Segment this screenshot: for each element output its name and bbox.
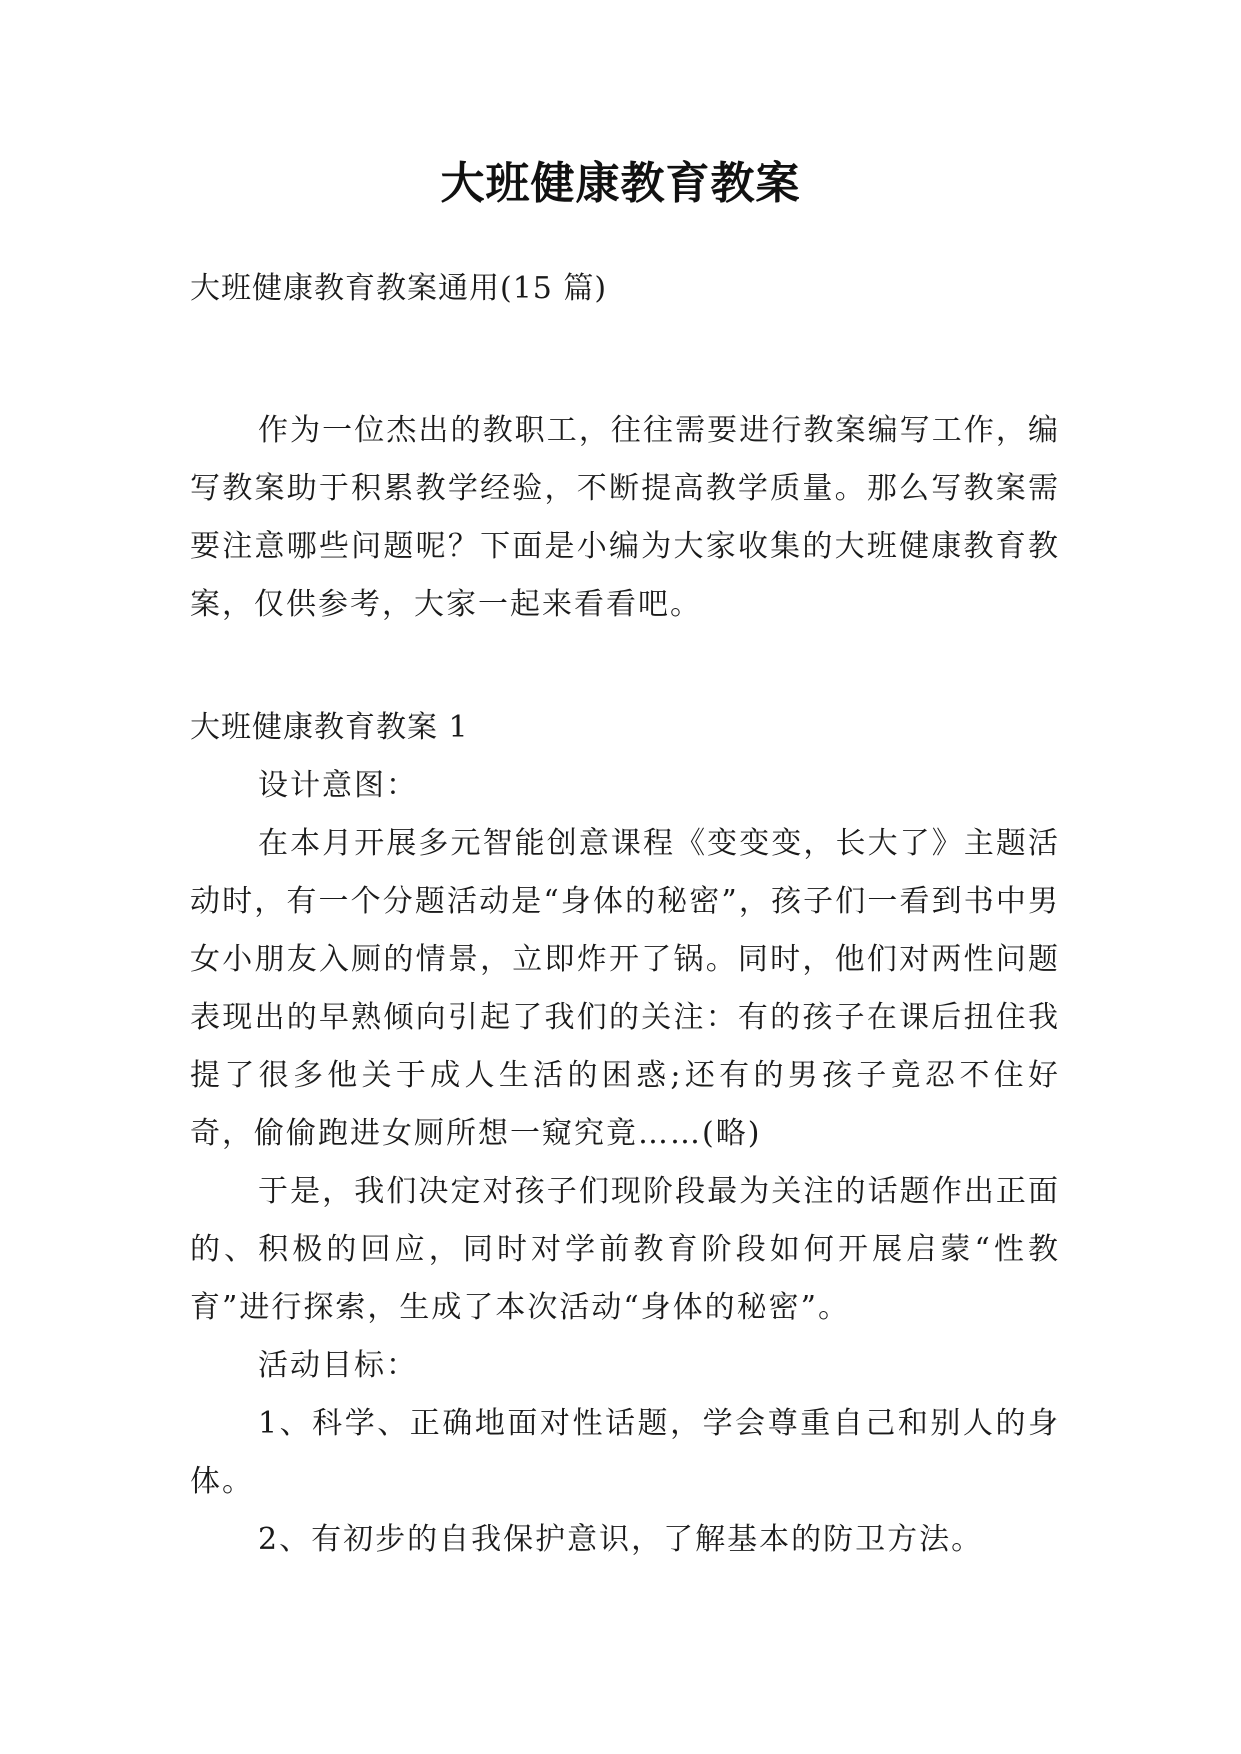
intro-block: [190, 402, 1060, 634]
document-subtitle: 大班健康教育教案通用(15 篇): [190, 271, 608, 306]
section-1: [190, 699, 1060, 1569]
activity-goal-1: 1、科学、正确地面对性话题，学会尊重自己和别人的身体。: [190, 1406, 1060, 1499]
document-title: 大班健康教育教案: [440, 158, 801, 209]
design-intent-label: 设计意图：: [258, 768, 418, 803]
design-intent-paragraph-2: 于是，我们决定对孩子们现阶段最为关注的话题作出正面的、积极的回应，同时对学前教育阶段如何开展启蒙“性教育”进行探索，生成了本次活动“身体的秘密”。: [190, 1174, 1060, 1325]
design-intent-paragraph-1: 在本月开展多元智能创意课程《变变变，长大了》主题活动时，有一个分题活动是“身体的秘密”，孩子们一看到书中男女小朋友入厕的情景，立即炸开了锅。同时，他们对两性问题表现出的早熟倾向引起了我们的关注：有的孩子在课后扭住我提了很多他关于成人生活的困惑;还有的男孩子竟忍不住好奇，偷偷跑进女厕所想一窥究竟……(略): [190, 826, 1060, 1151]
activity-goal-2: 2、有初步的自我保护意识，了解基本的防卫方法。: [258, 1522, 984, 1557]
section-heading: 大班健康教育教案 1: [190, 710, 469, 745]
intro-paragraph: 作为一位杰出的教职工，往往需要进行教案编写工作，编写教案助于积累教学经验，不断提高教学质量。那么写教案需要注意哪些问题呢？下面是小编为大家收集的大班健康教育教案，仅供参考，大家一起来看看吧。: [190, 413, 1060, 622]
activity-goals-label: 活动目标：: [258, 1348, 418, 1383]
